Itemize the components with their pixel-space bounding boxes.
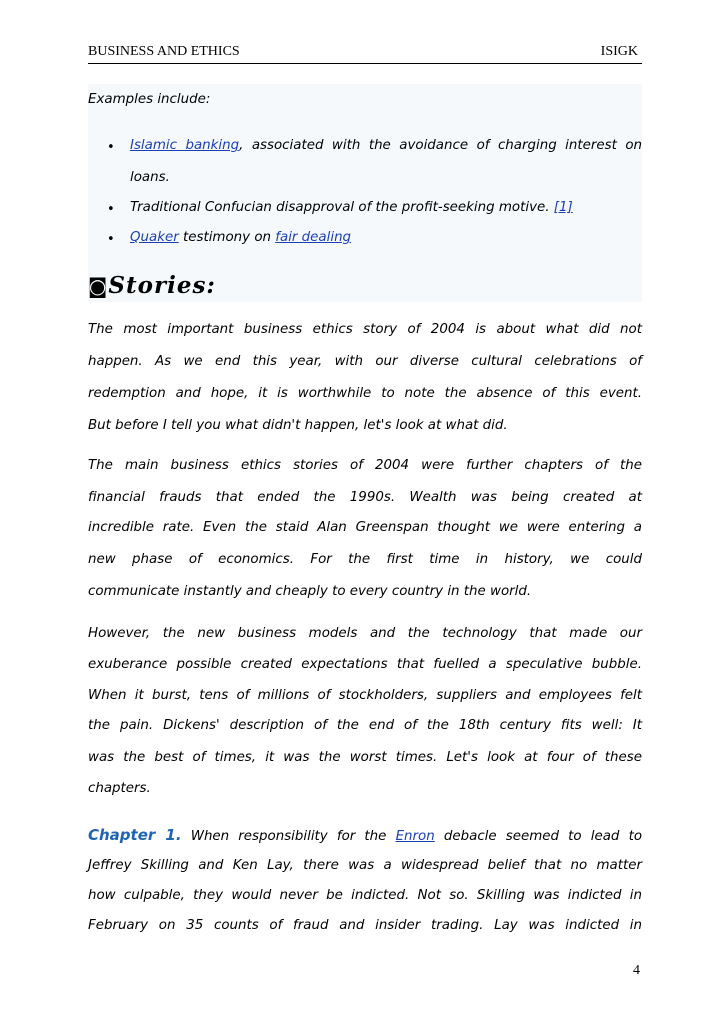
- para1-line: redemption and hope, it is worthwhile to note the absence of this event.: [88, 386, 642, 401]
- bullet-icon: •: [107, 232, 115, 247]
- stories-heading: ◙Stories:: [88, 272, 216, 299]
- examples-intro: Examples include:: [88, 92, 211, 107]
- list-item: Traditional Confucian disapproval of the profit-seeking motive. [1]: [130, 200, 573, 215]
- chapter1-line: Chapter 1. When responsibility for the Enron debacle seemed to lead to: [88, 826, 643, 844]
- stories-symbol: ◙: [88, 274, 109, 298]
- para2-line: The main business ethics stories of 2004 were further chapters of the: [88, 458, 642, 473]
- para3-line: When it burst, tens of millions of stockholders, suppliers and employees felt: [88, 688, 642, 703]
- para3-line: chapters.: [88, 781, 151, 796]
- chapter1-line: Jeffrey Skilling and Ken Lay, there was a widespread belief that no matter: [88, 858, 642, 873]
- para2-line: incredible rate. Even the staid Alan Greenspan thought we were entering a: [88, 520, 642, 535]
- para2-line: new phase of economics. For the first time in history, we could: [88, 552, 642, 567]
- para3-line: exuberance possible created expectations that fuelled a speculative bubble.: [88, 657, 642, 672]
- fair-dealing-link[interactable]: fair dealing: [275, 230, 352, 245]
- para1-line: But before I tell you what didn't happen, let's look at what did.: [88, 418, 508, 433]
- page-header: [88, 41, 642, 64]
- para2-line: communicate instantly and cheaply to every country in the world.: [88, 584, 532, 599]
- enron-link[interactable]: Enron: [395, 829, 435, 844]
- quaker-link[interactable]: Quaker: [130, 230, 179, 245]
- list-item-continuation: loans.: [130, 170, 170, 185]
- chapter-label: Chapter 1.: [88, 826, 182, 844]
- list-item: Quaker testimony on fair dealing: [130, 230, 352, 245]
- para3-line: was the best of times, it was the worst times. Let's look at four of these: [88, 750, 642, 765]
- para3-line: the pain. Dickens' description of the end of the 18th century fits well: It: [88, 718, 642, 733]
- page-number: 4: [633, 963, 640, 978]
- chapter1-line: February on 35 counts of fraud and insider trading. Lay was indicted in: [88, 918, 642, 933]
- para1-line: The most important business ethics story of 2004 is about what did not: [88, 322, 642, 337]
- para2-line: financial frauds that ended the 1990s. Wealth was being created at: [88, 490, 642, 505]
- bullet-icon: •: [107, 140, 115, 155]
- bullet-icon: •: [107, 202, 115, 217]
- header-author: ISIGK: [600, 44, 638, 59]
- examples-shaded-block: [88, 84, 642, 302]
- islamic-banking-link[interactable]: Islamic banking: [130, 138, 240, 153]
- chapter1-line: how culpable, they would never be indicted. Not so. Skilling was indicted in: [88, 888, 642, 903]
- reference-link[interactable]: [1]: [553, 200, 573, 215]
- header-title: BUSINESS AND ETHICS: [88, 44, 240, 59]
- list-item: Islamic banking, associated with the avoidance of charging interest on: [130, 138, 642, 153]
- para1-line: happen. As we end this year, with our diverse cultural celebrations of: [88, 354, 642, 369]
- para3-line: However, the new business models and the technology that made our: [88, 626, 642, 641]
